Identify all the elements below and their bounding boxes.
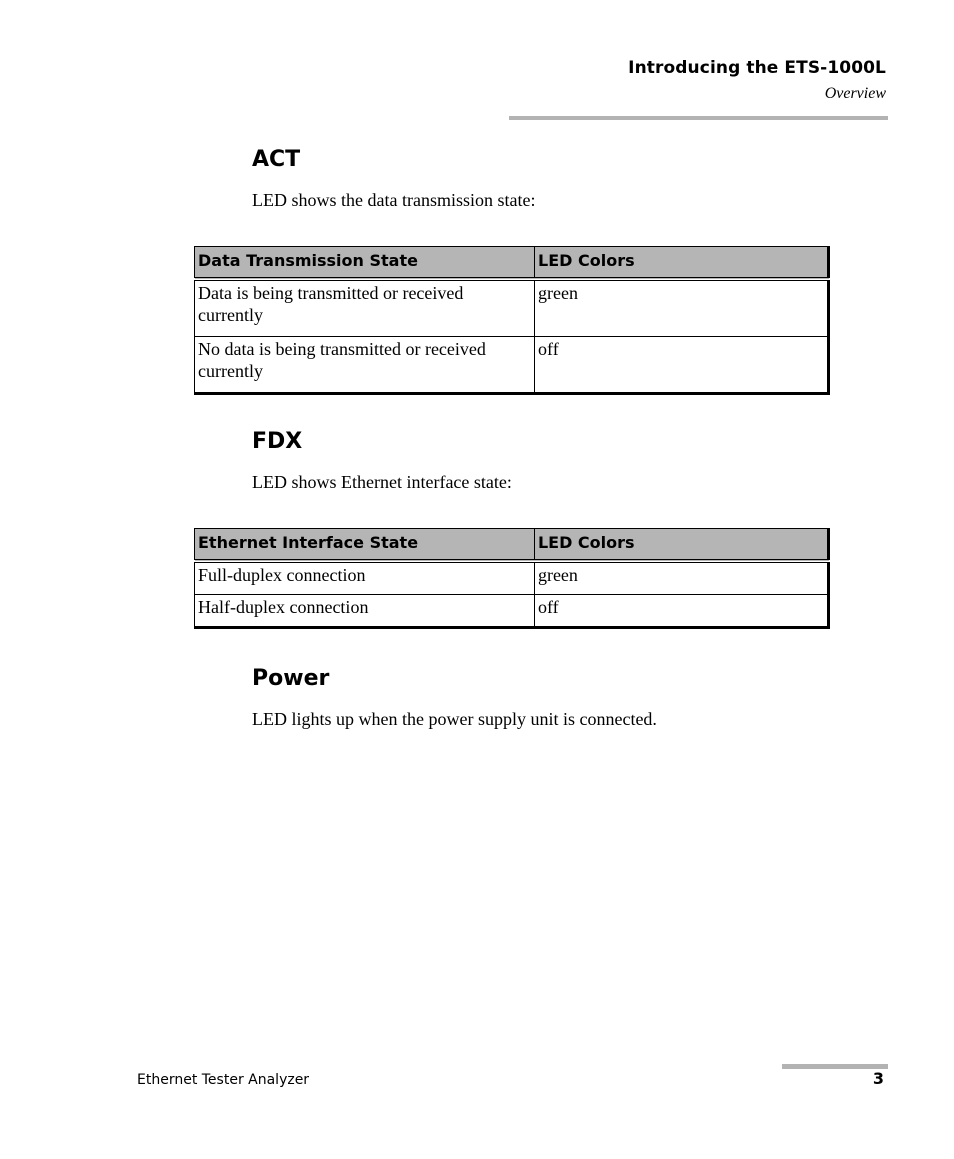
table-row (195, 595, 829, 628)
fdx-heading: FDX (252, 429, 303, 454)
table-row (195, 561, 829, 595)
header-divider (509, 116, 888, 120)
footer-document-title: Ethernet Tester Analyzer (137, 1072, 310, 1088)
column-header: LED Colors (534, 529, 828, 562)
act-heading: ACT (252, 147, 301, 172)
table-cell: off (535, 337, 829, 394)
act-description: LED shows the data transmission state: (252, 190, 536, 210)
page-header (628, 57, 886, 104)
table-cell: off (534, 595, 828, 628)
table-cell: green (534, 561, 828, 595)
table-cell: No data is being transmitted or received currently (195, 337, 535, 394)
table-cell: Full-duplex connection (195, 561, 535, 595)
table-header-row (195, 529, 829, 562)
column-header: LED Colors (535, 247, 829, 280)
chapter-title: Introducing the ETS-1000L (628, 58, 886, 78)
power-description: LED lights up when the power supply unit is connected. (252, 709, 657, 729)
column-header: Ethernet Interface State (195, 529, 535, 562)
page-number: 3 (872, 1069, 884, 1088)
table-header-row (195, 247, 829, 280)
section-subtitle: Overview (824, 85, 886, 102)
table-cell: Data is being transmitted or received currently (195, 279, 535, 337)
table-row (195, 279, 829, 337)
table-row (195, 337, 829, 394)
table-cell: green (535, 279, 829, 337)
fdx-led-table (194, 528, 830, 629)
power-heading: Power (252, 666, 330, 691)
fdx-description: LED shows Ethernet interface state: (252, 472, 512, 492)
act-led-table (194, 246, 830, 395)
table-cell: Half-duplex connection (195, 595, 535, 628)
column-header: Data Transmission State (195, 247, 535, 280)
